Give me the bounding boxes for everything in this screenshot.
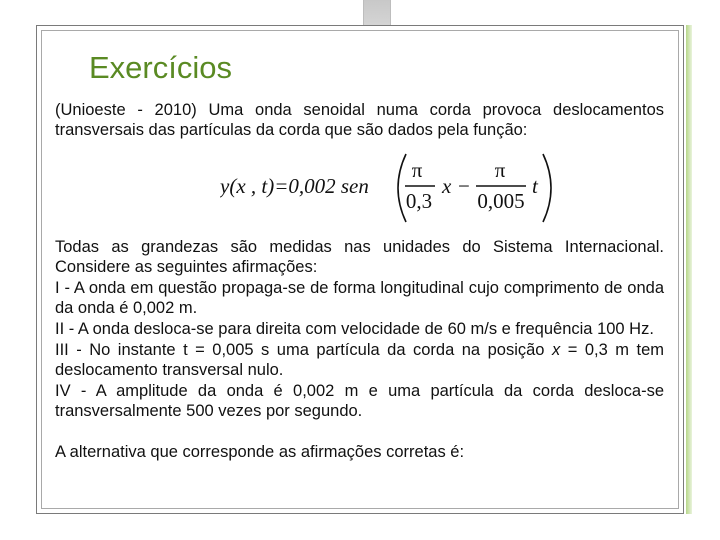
term2-denominator: 0,005 <box>477 189 525 213</box>
term2-numerator: π <box>494 158 506 182</box>
item-3-before: III - No instante t = 0,005 s uma partícula da corda na posição <box>55 341 552 359</box>
right-parenthesis <box>543 154 551 222</box>
item-3-after: = 0,3 m tem deslocamento transversal nulo. <box>55 341 664 379</box>
term1-numerator: π <box>411 158 423 182</box>
term1-variable: x <box>442 174 452 198</box>
term2-variable: t <box>532 174 538 198</box>
item-4: IV - A amplitude da onda é 0,002 m e uma partícula da corda desloca-se transversalmente 500 vezes por segundo. <box>55 382 664 420</box>
slide-title: Exercícios <box>89 50 232 85</box>
equation-lhs: y(x , t)=0,002 sen <box>220 174 369 198</box>
term1-denominator: 0,3 <box>405 189 433 213</box>
wave-equation <box>55 140 664 237</box>
item-1: I - A onda em questão propaga-se de forma longitudinal cujo comprimento de onda da onda é 0,002 m. <box>55 279 664 317</box>
item-2: II - A onda desloca-se para direita com velocidade de 60 m/s e frequência 100 Hz. <box>55 320 654 338</box>
intro-paragraph: (Unioeste - 2010) Uma onda senoidal numa corda provoca deslocamentos transversais das partículas da corda que são dados pela função: <box>55 101 664 139</box>
statement-paragraph: Todas as grandezas são medidas nas unidades do Sistema Internacional. Considere as seguintes afirmações: <box>55 238 664 276</box>
minus-sign: − <box>458 174 470 198</box>
green-edge-accent <box>686 25 692 514</box>
left-parenthesis <box>398 154 406 222</box>
item-3 <box>55 340 664 380</box>
slide-content <box>55 100 664 462</box>
item-3-variable: x <box>551 341 561 359</box>
wave-equation-svg <box>220 148 620 228</box>
question-text: A alternativa que corresponde as afirmações corretas é: <box>55 443 465 461</box>
